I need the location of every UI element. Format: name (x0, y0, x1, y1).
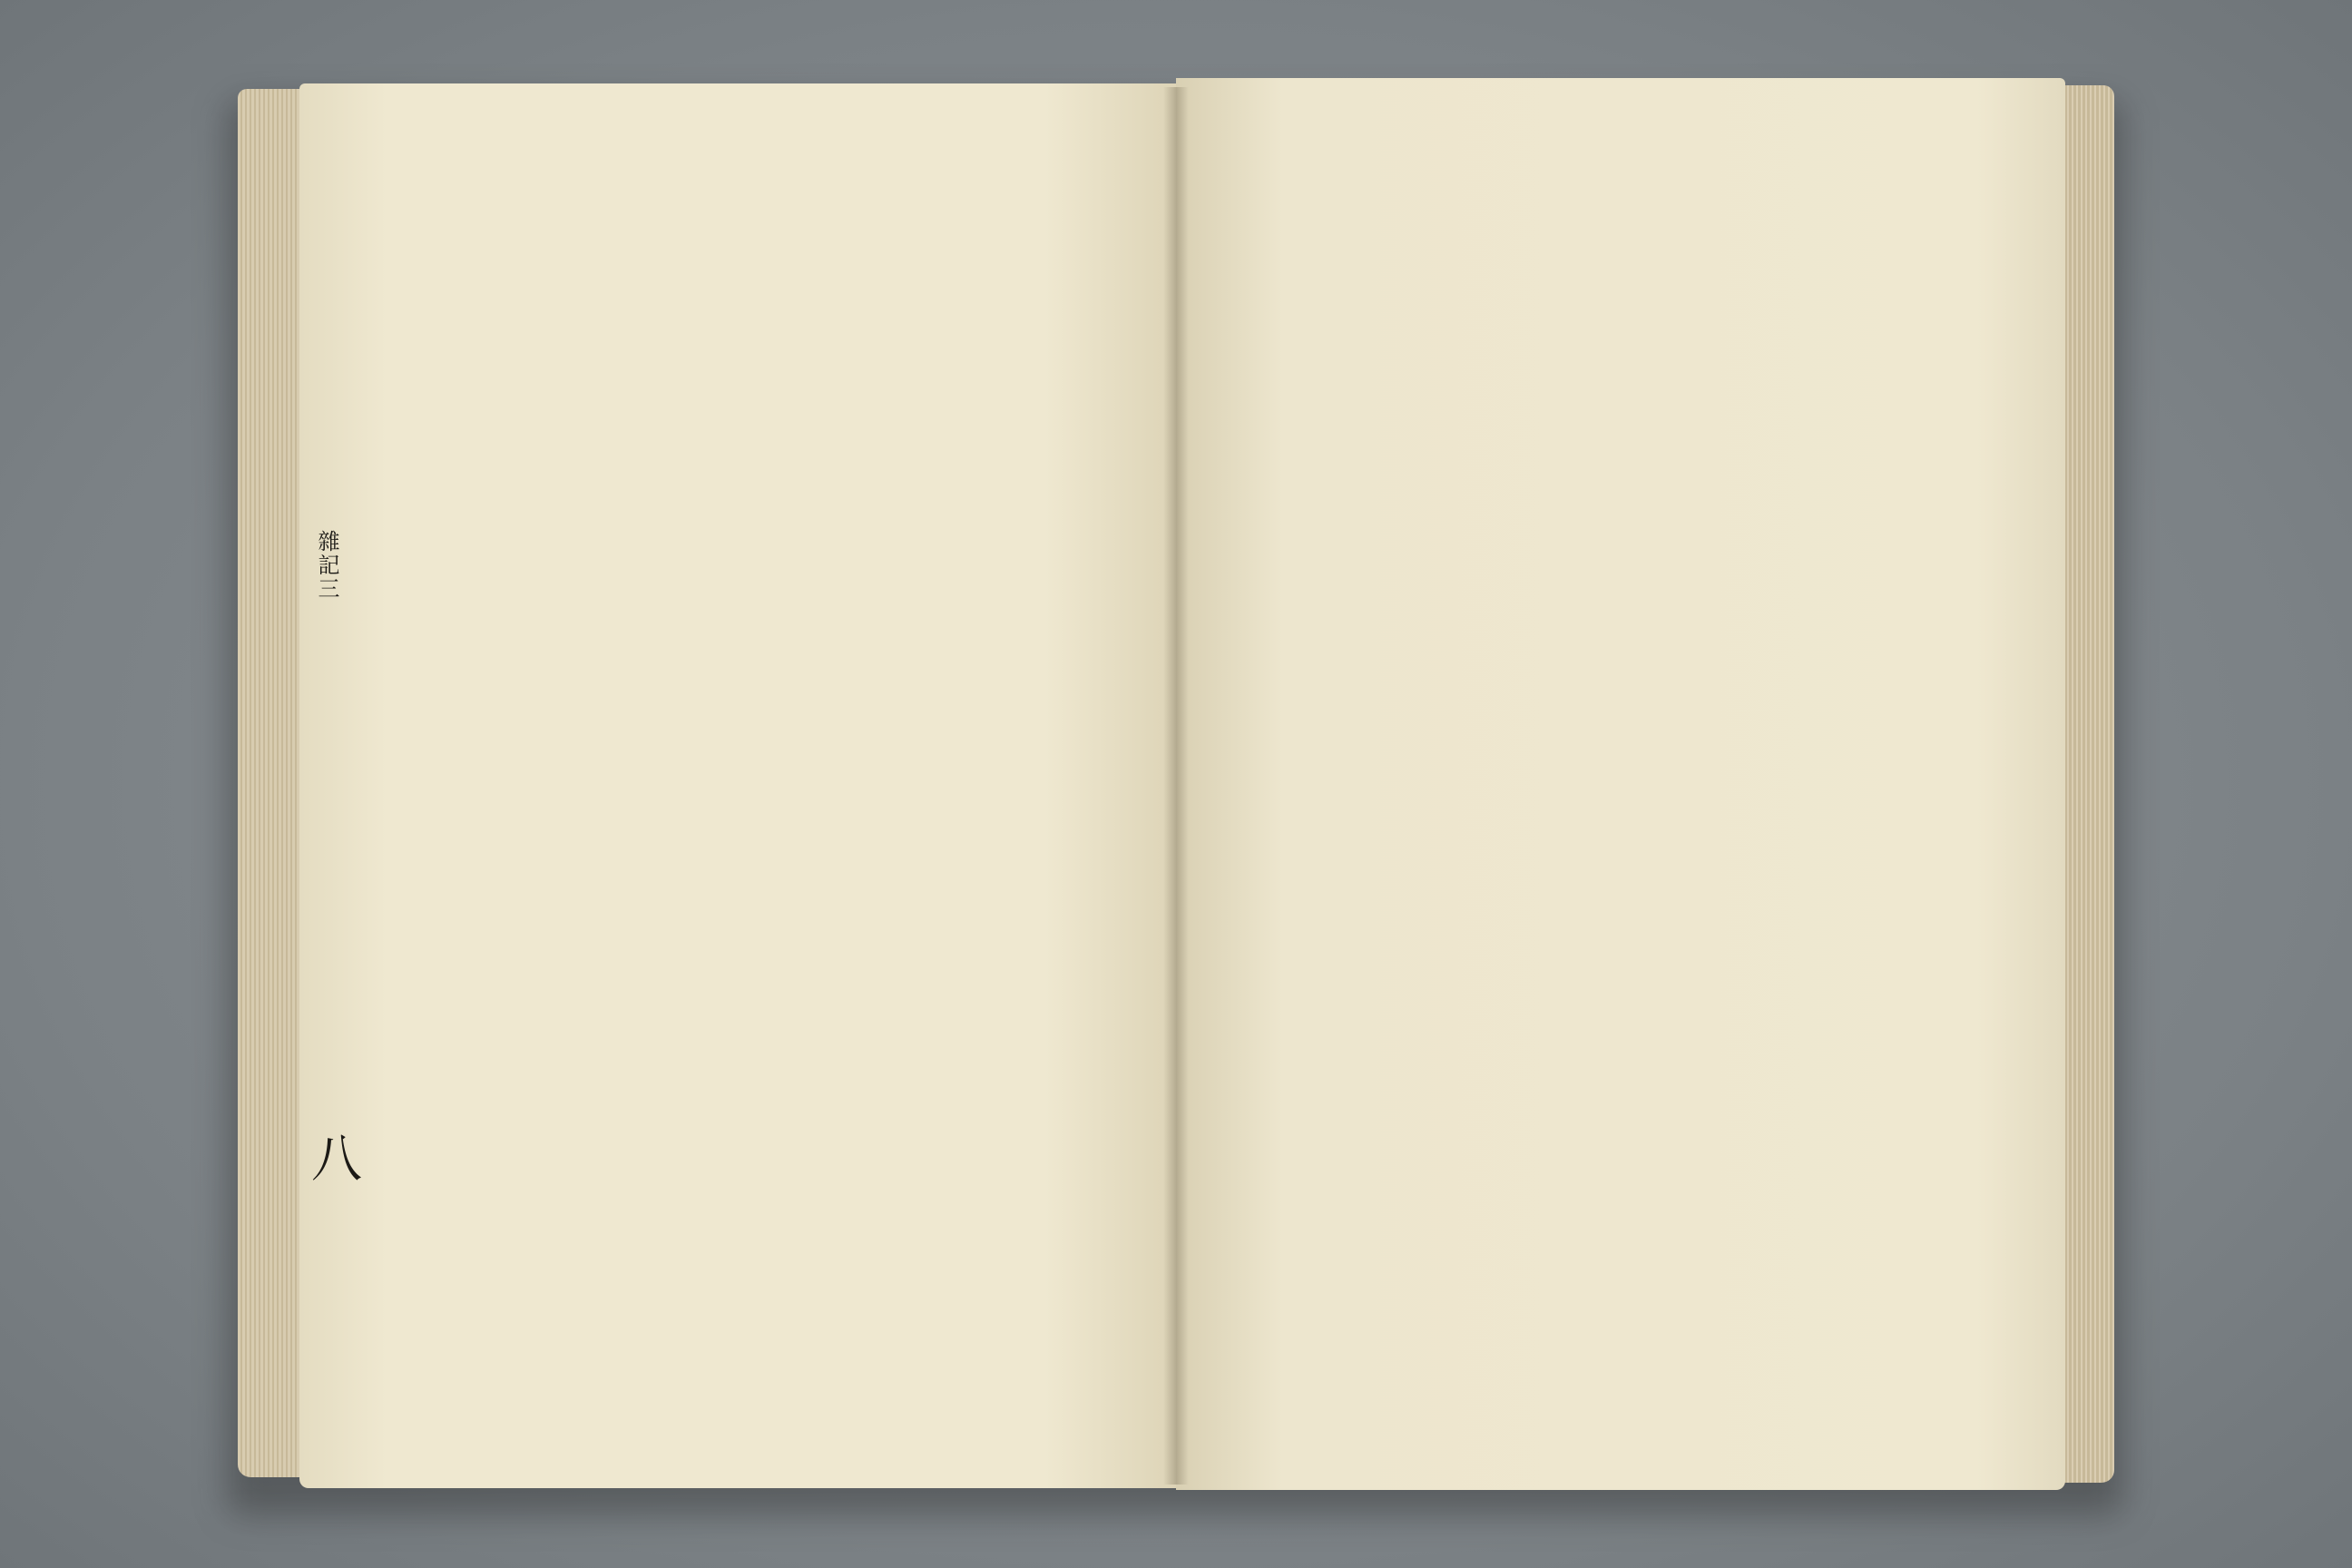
right-page (1176, 78, 2065, 1490)
left-folio: 八 (303, 1132, 362, 1184)
left-page (299, 83, 1176, 1488)
gutter (1163, 87, 1189, 1485)
left-margin-title: 雜記三 (314, 530, 339, 601)
